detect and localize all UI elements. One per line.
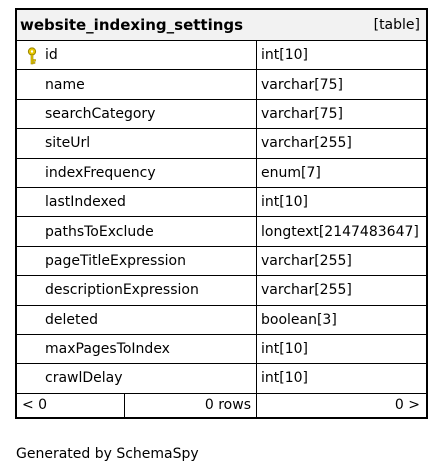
column-row-pathsToExclude[interactable] [17, 217, 426, 246]
column-type: varchar[255] [261, 135, 352, 152]
column-type-cell [257, 364, 426, 392]
column-name-cell [17, 129, 257, 157]
column-type: int[10] [261, 370, 308, 387]
column-type: varchar[75] [261, 76, 343, 93]
column-row-maxPagesToIndex[interactable] [17, 335, 426, 364]
column-type: varchar[255] [261, 252, 352, 269]
key-icon [26, 47, 38, 65]
column-type: varchar[255] [261, 282, 352, 299]
column-name-cell [17, 217, 257, 245]
column-name-cell [17, 306, 257, 334]
row-count: 0 rows [125, 394, 257, 417]
column-name: lastIndexed [45, 194, 126, 211]
column-row-siteUrl[interactable] [17, 129, 426, 158]
column-type: varchar[75] [261, 105, 343, 122]
column-type: boolean[3] [261, 311, 337, 328]
column-row-searchCategory[interactable] [17, 100, 426, 129]
column-type: longtext[2147483647] [261, 223, 419, 240]
column-row-descriptionExpression[interactable] [17, 276, 426, 305]
column-type-cell [257, 159, 426, 187]
column-row-indexFrequency[interactable] [17, 159, 426, 188]
column-row-name[interactable] [17, 70, 426, 99]
column-row-crawlDelay[interactable] [17, 364, 426, 393]
column-name: deleted [45, 311, 98, 328]
table-name: website_indexing_settings [20, 16, 244, 34]
table-kind: [table] [373, 17, 420, 33]
column-row-pageTitleExpression[interactable] [17, 247, 426, 276]
column-row-id[interactable] [17, 41, 426, 70]
parent-count[interactable]: < 0 [17, 394, 125, 417]
column-name-cell [17, 100, 257, 128]
column-row-lastIndexed[interactable] [17, 188, 426, 217]
column-type: enum[7] [261, 164, 321, 181]
column-name-cell [17, 188, 257, 216]
column-type: int[10] [261, 194, 308, 211]
column-name: indexFrequency [45, 164, 156, 181]
column-name: id [45, 47, 58, 64]
column-type-cell [257, 129, 426, 157]
column-type-cell [257, 70, 426, 98]
column-row-deleted[interactable] [17, 306, 426, 335]
column-type-cell [257, 217, 426, 245]
column-type-cell [257, 100, 426, 128]
table-footer [17, 394, 426, 417]
column-type-cell [257, 247, 426, 275]
column-name-cell [17, 70, 257, 98]
column-name: pathsToExclude [45, 223, 154, 240]
column-name: searchCategory [45, 105, 156, 122]
generated-by-text: Generated by SchemaSpy [16, 446, 199, 462]
column-name: descriptionExpression [45, 282, 199, 299]
column-type-cell [257, 41, 426, 69]
schema-table[interactable] [15, 8, 428, 419]
column-name: siteUrl [45, 135, 91, 152]
column-name: crawlDelay [45, 370, 123, 387]
column-name-cell [17, 159, 257, 187]
column-name-cell [17, 247, 257, 275]
column-name-cell [17, 364, 257, 392]
column-type-cell [257, 306, 426, 334]
column-name-cell [17, 276, 257, 304]
column-type-cell [257, 335, 426, 363]
column-type: int[10] [261, 341, 308, 358]
column-type-cell [257, 188, 426, 216]
child-count[interactable]: 0 > [394, 397, 420, 414]
column-type: int[10] [261, 47, 308, 64]
column-name-cell [17, 335, 257, 363]
column-name: maxPagesToIndex [45, 341, 170, 358]
column-name-cell [17, 41, 257, 69]
table-header [17, 10, 426, 41]
column-type-cell [257, 276, 426, 304]
column-name: pageTitleExpression [45, 252, 186, 269]
column-name: name [45, 76, 85, 93]
